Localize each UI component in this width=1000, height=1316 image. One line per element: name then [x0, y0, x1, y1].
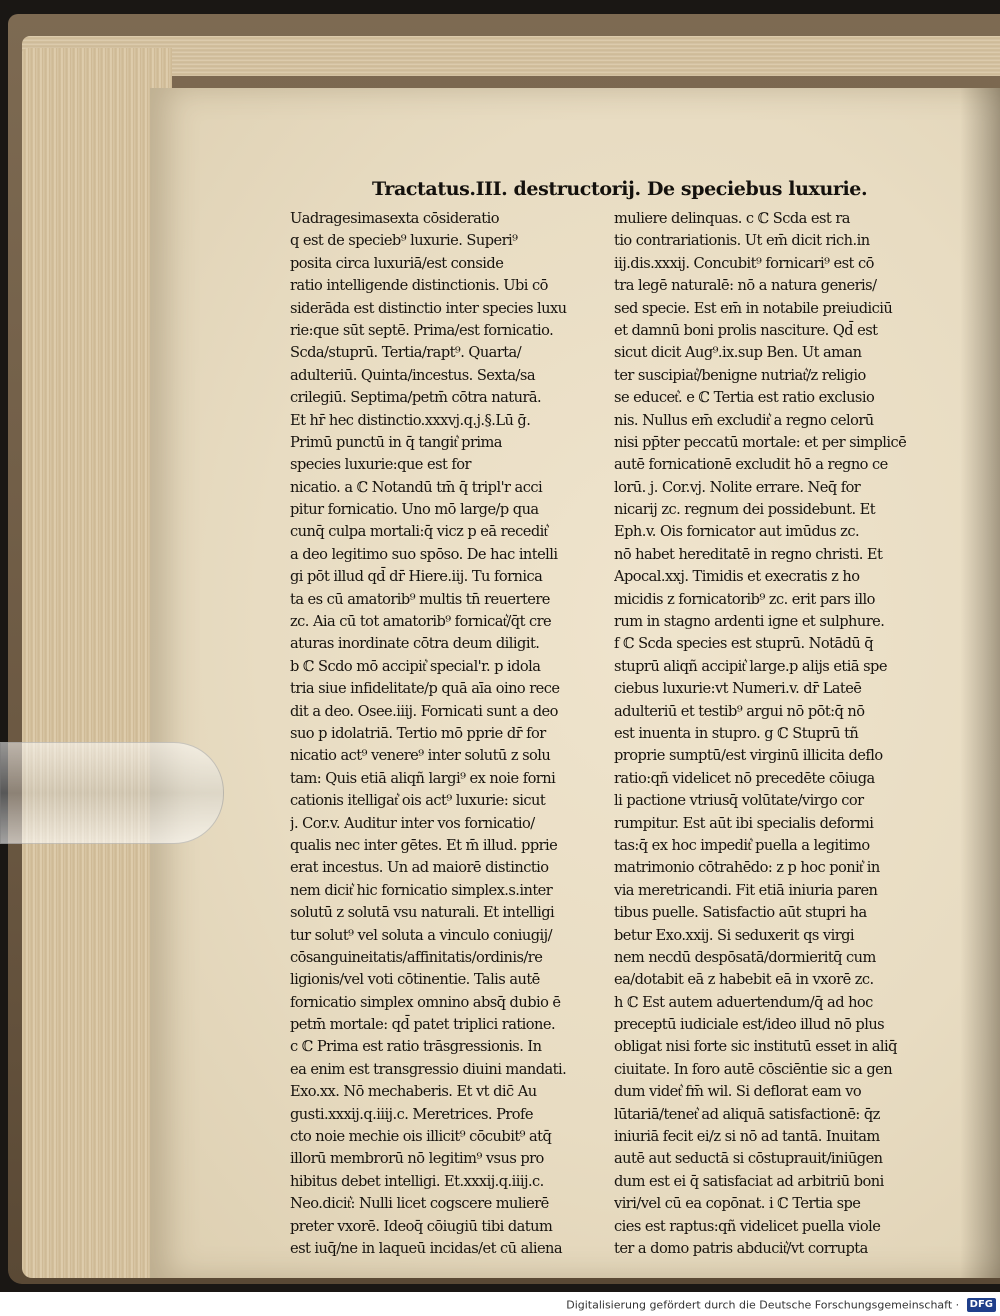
text-line: se educet͛. e ℂ Tertia est ratio exclusio — [614, 389, 875, 407]
text-line: h ℂ Est autem aduertendum/q̄ ad hoc — [614, 993, 873, 1011]
text-line: ligionis/vel voti cōtinentie. Talis autē — [290, 971, 540, 989]
text-column-left — [290, 208, 608, 1260]
text-line: tas:q̄ ex hoc impedit͛ puella a legitimo — [614, 836, 870, 854]
text-line: b ℂ Scdo mō accipit͛ special'r. p idola — [290, 657, 541, 675]
text-line: nicarij zc. regnum dei possidebunt. Et — [614, 501, 876, 519]
text-line: Uadragesimasexta cōsideratio — [290, 210, 499, 227]
glass-page-weight — [0, 742, 224, 844]
text-line: solutū z solutā vsu naturali. Et intelligi — [290, 904, 555, 922]
text-line: Apocal.xxj. Timidis et execratis z ho — [614, 568, 860, 586]
text-line: ea/dotabit eā z habebit eā in vxorē zc. — [614, 971, 874, 989]
text-line: cunq̄ culpa mortali:q̄ vicz p eā recedit͛ — [290, 523, 548, 541]
text-line: cies est raptus:qñ videlicet puella viole — [614, 1217, 881, 1235]
text-line: ciebus luxurie:vt Numeri.v. dr̄ Lateē — [614, 680, 862, 698]
text-line: crilegiū. Septima/petm̄ cōtra naturā. — [290, 389, 542, 407]
text-line: siderāda est distinctio inter species luxu — [290, 299, 567, 317]
text-line: qualis nec inter gētes. Et m̄ illud. pprie — [290, 836, 558, 854]
text-line: Eph.v. Ois fornicator aut imūdus zc. — [614, 523, 860, 541]
text-line: tur solut⁹ vel soluta a vinculo coniugij/ — [290, 926, 552, 944]
footer-bar — [0, 1294, 1000, 1315]
text-line: autē aut seductā si cōstuprauit/iniūgen — [614, 1150, 883, 1168]
text-line: ciuitate. In foro autē cōsciēntie sic a gen — [614, 1060, 893, 1078]
text-line: tibus puelle. Satisfactio aūt stupri ha — [614, 904, 867, 922]
text-line: ter a domo patris abducit͛/vt corrupta — [614, 1239, 868, 1257]
text-line: pitur fornicatio. Uno mō large/p qua — [290, 501, 539, 519]
text-line: stuprū aliqñ accipit͛ large.p alijs etiā spe — [614, 657, 887, 675]
text-line: sed specie. Est em̄ in notabile preiudiciū — [614, 299, 893, 317]
text-line: rumpitur. Est aūt ibi specialis deformi — [614, 814, 874, 832]
text-line: est inuenta in stupro. g ℂ Stuprū tñ — [614, 724, 859, 742]
text-line: nem necdū despōsatā/dormieritq̄ cum — [614, 948, 876, 966]
text-line: et damnū boni prolis nasciture. Qd̄ est — [614, 321, 878, 339]
text-line: illorū membrorū nō legitim⁹ vsus pro — [290, 1150, 544, 1168]
text-line: Et hr̄ hec distinctio.xxxvj.q.j.§.Lū ḡ. — [290, 411, 531, 429]
separator-dot: · — [955, 1298, 960, 1312]
text-line: nis. Nullus em̄ excludit͛ a regno celorū — [614, 411, 874, 429]
text-line: preceptū iudiciale est/ideo illud nō plus — [614, 1016, 885, 1034]
text-line: dum videt͛ fm̄ wil. Si deflorat eam vo — [614, 1083, 862, 1101]
text-line: preter vxorē. Ideoq̄ cōiugiū tibi datum — [290, 1217, 553, 1235]
text-line: est iuq̄/ne in laqueū incidas/et cū aliena — [290, 1239, 563, 1257]
text-line: tra legē naturalē: nō a natura generis/ — [614, 277, 877, 295]
text-line: j. Cor.v. Auditur inter vos fornicatio/ — [290, 814, 535, 832]
text-line: tio contrariationis. Ut em̄ dicit rich.in — [614, 232, 870, 250]
text-line: matrimonio cōtrahēdo: z p hoc ponit͛ in — [614, 859, 880, 877]
text-line: nicatio. a ℂ Notandū tm̄ q̄ tripl'r acci — [290, 478, 543, 496]
text-line: cōsanguineitatis/affinitatis/ordinis/re — [290, 948, 543, 966]
text-line: ratio:qñ videlicet nō precedēte cōiuga — [614, 769, 875, 787]
text-line: iniuriā fecit ei/z si nō ad tantā. Inuitam — [614, 1128, 880, 1146]
text-line: tria siue infidelitate/p quā aīa oino rece — [290, 680, 560, 698]
text-line: ea enim est transgressio diuini mandati. — [290, 1060, 567, 1078]
text-line: sicut dicit Aug⁹.ix.sup Ben. Ut aman — [614, 344, 862, 362]
funding-credit: Digitalisierung gefördert durch die Deutsche Forschungsgemeinschaft — [566, 1298, 953, 1312]
text-line: iij.dis.xxxij. Concubit⁹ fornicari⁹ est cō — [614, 254, 874, 272]
text-column-right — [614, 208, 914, 1260]
text-line: posita circa luxuriā/est conside — [290, 254, 504, 272]
text-line: cto noie mechie ois illicit⁹ cōcubit⁹ atq̄ — [290, 1128, 552, 1146]
text-line: c ℂ Prima est ratio trāsgressionis. In — [290, 1038, 542, 1056]
gutter-shadow — [960, 88, 1000, 1278]
text-line: fornicatio simplex omnino absq̄ dubio ē — [290, 993, 561, 1011]
text-line: erat incestus. Un ad maiorē distinctio — [290, 859, 549, 877]
text-line: petm̄ mortale: qd̄ patet triplici ratione. — [290, 1016, 556, 1034]
text-line: nem dicit͛ hic fornicatio simplex.s.inter — [290, 881, 553, 899]
text-line: adulteriū et testib⁹ argui nō pōt:q̄ nō — [614, 702, 865, 720]
text-line: micidis z fornicatorib⁹ zc. erit pars illo — [614, 590, 875, 608]
text-line: gi pōt illud qd̄ dr̄ Hiere.iij. Tu fornica — [290, 568, 543, 586]
dfg-logo: DFG — [967, 1298, 996, 1312]
text-line: autē fornicationē excludit hō a regno ce — [614, 456, 888, 474]
text-line: Exo.xx. Nō mechaberis. Et vt dic̄ Au — [290, 1083, 537, 1101]
text-line: hibitus debet intelligi. Et.xxxij.q.iiij.c. — [290, 1172, 544, 1190]
text-line: lorū. j. Cor.vj. Nolite errare. Neq̄ for — [614, 478, 861, 496]
text-line: ratio intelligende distinctionis. Ubi cō — [290, 277, 548, 295]
text-line: ter suscipiat͛/benigne nutriat͛/z religio — [614, 366, 866, 384]
text-line: nisi pp̄ter peccatū mortale: et per simplicē — [614, 433, 907, 451]
text-line: betur Exo.xxij. Si seduxerit qs virgi — [614, 926, 855, 944]
text-line: q est de specieb⁹ luxurie. Superi⁹ — [290, 232, 518, 250]
text-line: aturas inordinate cōtra deum diligit. — [290, 635, 540, 653]
running-header: Tractatus.III. destructorij. De speciebus luxurie. — [372, 178, 868, 200]
text-line: viri/vel cū ea copōnat. i ℂ Tertia spe — [614, 1195, 861, 1213]
text-line: rum in stagno ardenti igne et sulphure. — [614, 613, 885, 631]
text-line: lūtariā/tenet͛ ad aliquā satisfactionē: q̄z — [614, 1105, 880, 1123]
text-line: suo p idolatriā. Tertio mō pprie dr̄ for — [290, 724, 546, 742]
text-line: f ℂ Scda species est stuprū. Notādū q̄ — [614, 635, 874, 653]
text-line: ta es cū amatorib⁹ multis tn̄ reuertere — [290, 590, 550, 608]
text-line: nō habet hereditatē in regno christi. Et — [614, 545, 883, 563]
text-line: dit a deo. Osee.iiij. Fornicati sunt a deo — [290, 702, 558, 720]
text-line: zc. Aia cū tot amatorib⁹ fornicat͛/q̄t cre — [290, 613, 552, 631]
text-line: obligat nisi forte sic institutū esset in aliq̄ — [614, 1038, 897, 1056]
text-line: gusti.xxxij.q.iiij.c. Meretrices. Profe — [290, 1105, 533, 1123]
text-line: dum est ei q̄ satisfaciat ad arbitriū boni — [614, 1172, 884, 1190]
text-line: tam: Quis etiā aliqñ largi⁹ ex noie forni — [290, 769, 556, 787]
text-line: li pactione vtriusq̄ volūtate/virgo cor — [614, 792, 864, 810]
text-line: cationis itelligat͛ ois act⁹ luxurie: sicut — [290, 792, 546, 810]
text-line: species luxurie:que est for — [290, 456, 471, 474]
text-line: proprie sumptū/est virginū illicita deflo — [614, 747, 883, 765]
text-line: a deo legitimo suo spōso. De hac intelli — [290, 545, 558, 563]
text-line: rie:que sūt septē. Prima/est fornicatio. — [290, 321, 554, 339]
text-line: Neo.dicit͛: Nulli licet cogscere mulierē — [290, 1195, 549, 1213]
text-line: via meretricandi. Fit etiā iniuria paren — [614, 881, 878, 899]
text-line: Primū punctū in q̄ tangit͛ prima — [290, 433, 502, 451]
text-line: muliere delinquas. c ℂ Scda est ra — [614, 210, 850, 227]
text-line: adulteriū. Quinta/incestus. Sexta/sa — [290, 366, 535, 384]
text-line: Scda/stuprū. Tertia/rapt⁹. Quarta/ — [290, 344, 522, 362]
text-line: nicatio act⁹ venere⁹ inter solutū z solu — [290, 747, 551, 765]
